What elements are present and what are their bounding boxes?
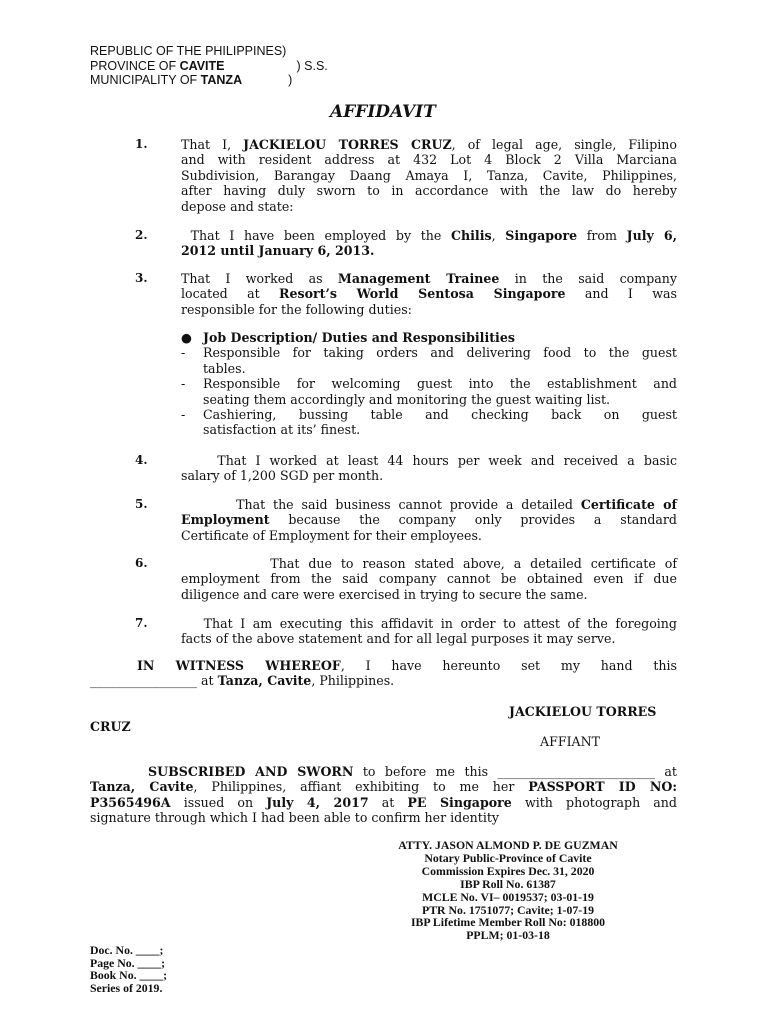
notary-line: IBP Lifetime Member Roll No: 018800 [410, 915, 606, 930]
paragraph-text [181, 556, 677, 602]
notary-line: PTR No. 1751077; Cavite; 1-07-19 [421, 902, 594, 917]
jurat-line: Tanza, Cavite, Philippines, affiant exhibiting to me her PASSPORT ID NO: [90, 779, 677, 795]
notary-line: MCLE No. VI– 0019537; 03-01-19 [422, 889, 594, 904]
paragraph-line: diligence and care were exercised in trying to secure the same. [181, 586, 588, 602]
witness-line-1: IN WITNESS WHEREOF, I have hereunto set my hand this [137, 658, 678, 673]
duty-line: tables. [203, 360, 246, 376]
paragraph-line: Employment because the company only provides a standard [181, 512, 677, 528]
dash-icon: - [181, 345, 186, 361]
duties-list [181, 330, 677, 438]
document-title: AFFIDAVIT [330, 102, 436, 122]
doc-entry: Doc. No. ____; [90, 943, 164, 957]
notary-line: PPLM; 01-03-18 [466, 928, 550, 943]
notary-line: Notary Public-Province of Cavite [424, 850, 592, 865]
paragraph-number: 4. [135, 453, 148, 467]
notarial-register-entries [90, 944, 167, 995]
jurat-line: P3565496A issued on July 4, 2017 at PE Singapore with photograph and [90, 794, 677, 810]
paragraph-number: 6. [135, 556, 148, 570]
dash-icon: - [181, 407, 186, 423]
paragraph-line: That I, JACKIELOU TORRES CRUZ, of legal age, single, Filipino [181, 137, 677, 152]
doc-entry: Series of 2019. [90, 981, 163, 996]
paragraph-text [181, 497, 677, 543]
duty-items [181, 345, 677, 437]
paragraph-line: located at Resort’s World Sentosa Singapore and I was [181, 286, 677, 302]
bullet-icon: ● [181, 330, 192, 345]
paragraph-text [181, 453, 677, 484]
paragraph-line: employment from the said company cannot be obtained even if due [181, 571, 677, 587]
paragraph-number: 5. [135, 497, 148, 511]
paragraph-line: That the said business cannot provide a detailed Certificate of [181, 497, 677, 512]
doc-entry: Page No. ____; [90, 955, 166, 970]
paragraph-number: 1. [135, 137, 148, 151]
duty-item [181, 407, 677, 438]
duties-heading: ● Job Description/ Duties and Responsibilities [181, 330, 515, 345]
paragraph-line: Certificate of Employment for their employees. [181, 527, 482, 543]
jurat-line: signature through which I had been able to confirm her identity [90, 810, 500, 826]
paragraph-line: 2012 until January 6, 2013. [181, 243, 375, 259]
paragraph-line: That I worked at least 44 hours per week and received a basic [181, 453, 677, 468]
paragraph-line: That I have been employed by the Chilis, Singapore from July 6, [181, 228, 677, 243]
paragraph-line: after having duly sworn to in accordance with the law do hereby [181, 183, 677, 199]
witness-line-2: _________________ at Tanza, Cavite, Philippines. [90, 673, 395, 689]
paragraph-line: Subdivision, Barangay Daang Amaya I, Tanza, Cavite, Philippines, [181, 167, 677, 183]
header-line-municipality: MUNICIPALITY OF TANZA ) [90, 73, 293, 87]
affiant-label: AFFIANT [540, 734, 601, 749]
witness-clause [90, 658, 677, 689]
paragraph-line: That I am executing this affidavit in order to attest of the foregoing [181, 616, 677, 631]
paragraph-text [181, 228, 677, 259]
paragraph-text [181, 137, 677, 214]
duty-line: - Cashiering, bussing table and checking back on guest [181, 407, 677, 423]
dash-icon: - [181, 376, 186, 392]
paragraph-line: responsible for the following duties: [181, 301, 412, 317]
duty-line: satisfaction at its’ finest. [203, 422, 361, 438]
paragraph-text [181, 271, 677, 317]
affiant-name-part1: JACKIELOU TORRES [509, 704, 657, 719]
header-line-province: PROVINCE OF CAVITE ) S.S. [90, 58, 328, 73]
notary-block [348, 839, 668, 942]
affiant-name-part2: CRUZ [90, 719, 131, 734]
paragraph-line: facts of the above statement and for all legal purposes it may serve. [181, 631, 616, 647]
duty-line: - Responsible for taking orders and delivering food to the guest [181, 345, 677, 361]
paragraph-line: salary of 1,200 SGD per month. [181, 468, 384, 484]
header-line-republic: REPUBLIC OF THE PHILIPPINES) [90, 44, 287, 58]
notary-line: ATTY. JASON ALMOND P. DE GUZMAN [398, 838, 618, 852]
paragraph-number: 3. [135, 271, 148, 285]
paragraph-number: 2. [135, 228, 148, 242]
doc-entry: Book No. ____; [90, 968, 168, 983]
jurat [90, 764, 677, 826]
jurat-line: SUBSCRIBED AND SWORN to before me this _________________________ at [148, 764, 677, 779]
notary-line: Commission Expires Dec. 31, 2020 [421, 863, 595, 878]
notary-line: IBP Roll No. 61387 [460, 876, 556, 891]
duty-item [181, 376, 677, 407]
paragraph-line: That I worked as Management Trainee in the said company [181, 271, 677, 286]
paragraph-number: 7. [135, 616, 148, 630]
duty-line: seating them accordingly and monitoring the guest waiting list. [203, 391, 611, 407]
duty-line: - Responsible for welcoming guest into the establishment and [181, 376, 677, 392]
paragraph-text [181, 616, 677, 647]
paragraph-line: and with resident address at 432 Lot 4 Block 2 Villa Marciana [181, 152, 677, 168]
paragraph-line: That due to reason stated above, a detailed certificate of [181, 556, 677, 571]
jurisdiction-header [90, 44, 328, 88]
duty-item [181, 345, 677, 376]
paragraph-line: depose and state: [181, 198, 294, 214]
